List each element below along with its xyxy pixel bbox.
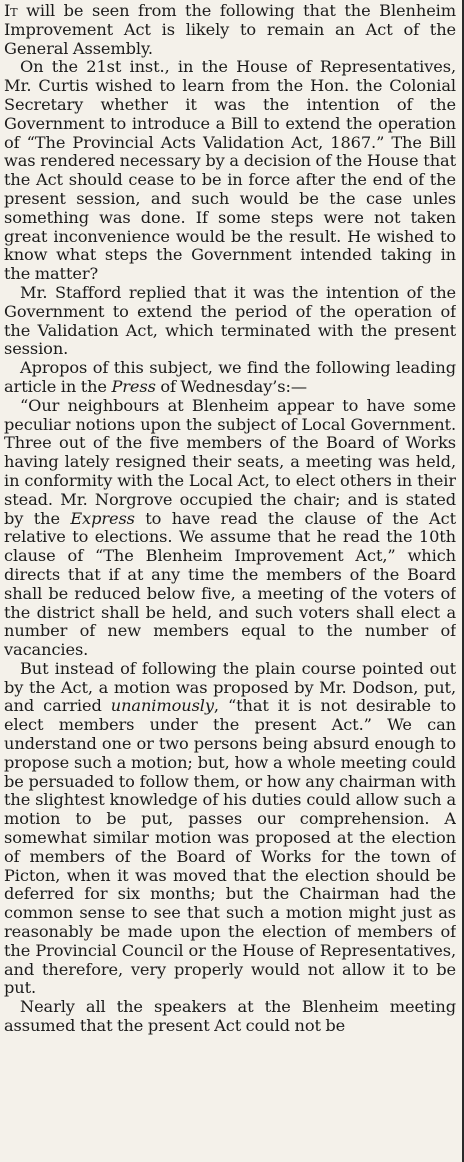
paragraph-4-text-a: Apropos of this subject, we find the following leading article in the	[4, 358, 456, 396]
paragraph-5-text-a: “Our neighbours at Blenheim appear to have some peculiar notions upon the subject of Local Government. Three out of the five members of the Board of Works having lately resigned their seats, a meeting was held, in conformity with the Local Act, to elect others in their stead. Mr. Norgrove occupied the chair; and is stated by the	[4, 395, 456, 528]
paragraph-4-text-b: of Wednesday’s:—	[155, 376, 307, 396]
express-title: Express	[70, 508, 135, 528]
article-paragraph-3	[4, 284, 456, 359]
paragraph-2-text: On the 21st inst., in the House of Representatives, Mr. Curtis wished to learn from the Hon. the Colonial Secretary whether it was the intention of the Government to introduce a Bill to extend the operation of “The Provincial Acts Validation Act, 1867.” The Bill was rendered necessary by a decision of the House that the Act should cease to be in force after the end of the present session, and such would be the case unles something was done. If some steps were not taken great inconvenience would be the result. He wished to know what steps the Government intended taking in the matter?	[4, 57, 456, 284]
paragraph-3-text: Mr. Stafford replied that it was the intention of the Government to extend the period of the operation of the Validation Act, which terminated with the present session.	[4, 282, 456, 359]
article-paragraph-5	[4, 397, 456, 660]
article-paragraph-6	[4, 660, 456, 998]
paragraph-6-text-a: But instead of following the plain course pointed out by the Act, a motion was proposed by Mr. Dodson, put, and carried	[4, 658, 456, 716]
article-paragraph-1	[4, 2, 456, 58]
paragraph-1-text: will be seen from the following that the Blenheim Improvement Act is likely to remain an Act of the General Assembly.	[4, 2, 456, 58]
paragraph-7-text: Nearly all the speakers at the Blenheim meeting assumed that the present Act could not be	[4, 997, 456, 1036]
paragraph-6-text-b: , “that it is not desirable to elect members under the present Act.” We can understand one or two persons being absurd enough to propose such a motion; but, how a whole meeting could be persuaded to follow them, or how any chairman with the slightest knowledge of his duties could allow such a motion to be put, passes our comprehension. A somewhat similar motion was proposed at the election of members of the Board of Works for the town of Picton, when it was moved that the election should be deferred for six months; but the Chairman had the common sense to see that such a motion might just as reasonably be made upon the election of members of the Provincial Council or the House of Representatives, and therefore, very properly would not allow it to be put.	[4, 696, 456, 998]
article-paragraph-2	[4, 58, 456, 284]
drop-lead-word: It	[4, 2, 18, 20]
article-paragraph-7	[4, 998, 456, 1036]
paragraph-5-text-b: to have read the clause of the Act relative to elections. We assume that he read the 10th clause of “The Blenheim Improvement Act,” which directs that if at any time the members of the Board shall be reduced below five, a meeting of the voters of the district shall be held, and such voters shall elect a number of new members equal to the number of vacancies.	[4, 508, 456, 660]
article-paragraph-4	[4, 359, 456, 397]
press-title: Press	[111, 376, 156, 396]
unanimously-emphasis: unanimously	[110, 696, 214, 716]
newspaper-article	[4, 2, 456, 1160]
